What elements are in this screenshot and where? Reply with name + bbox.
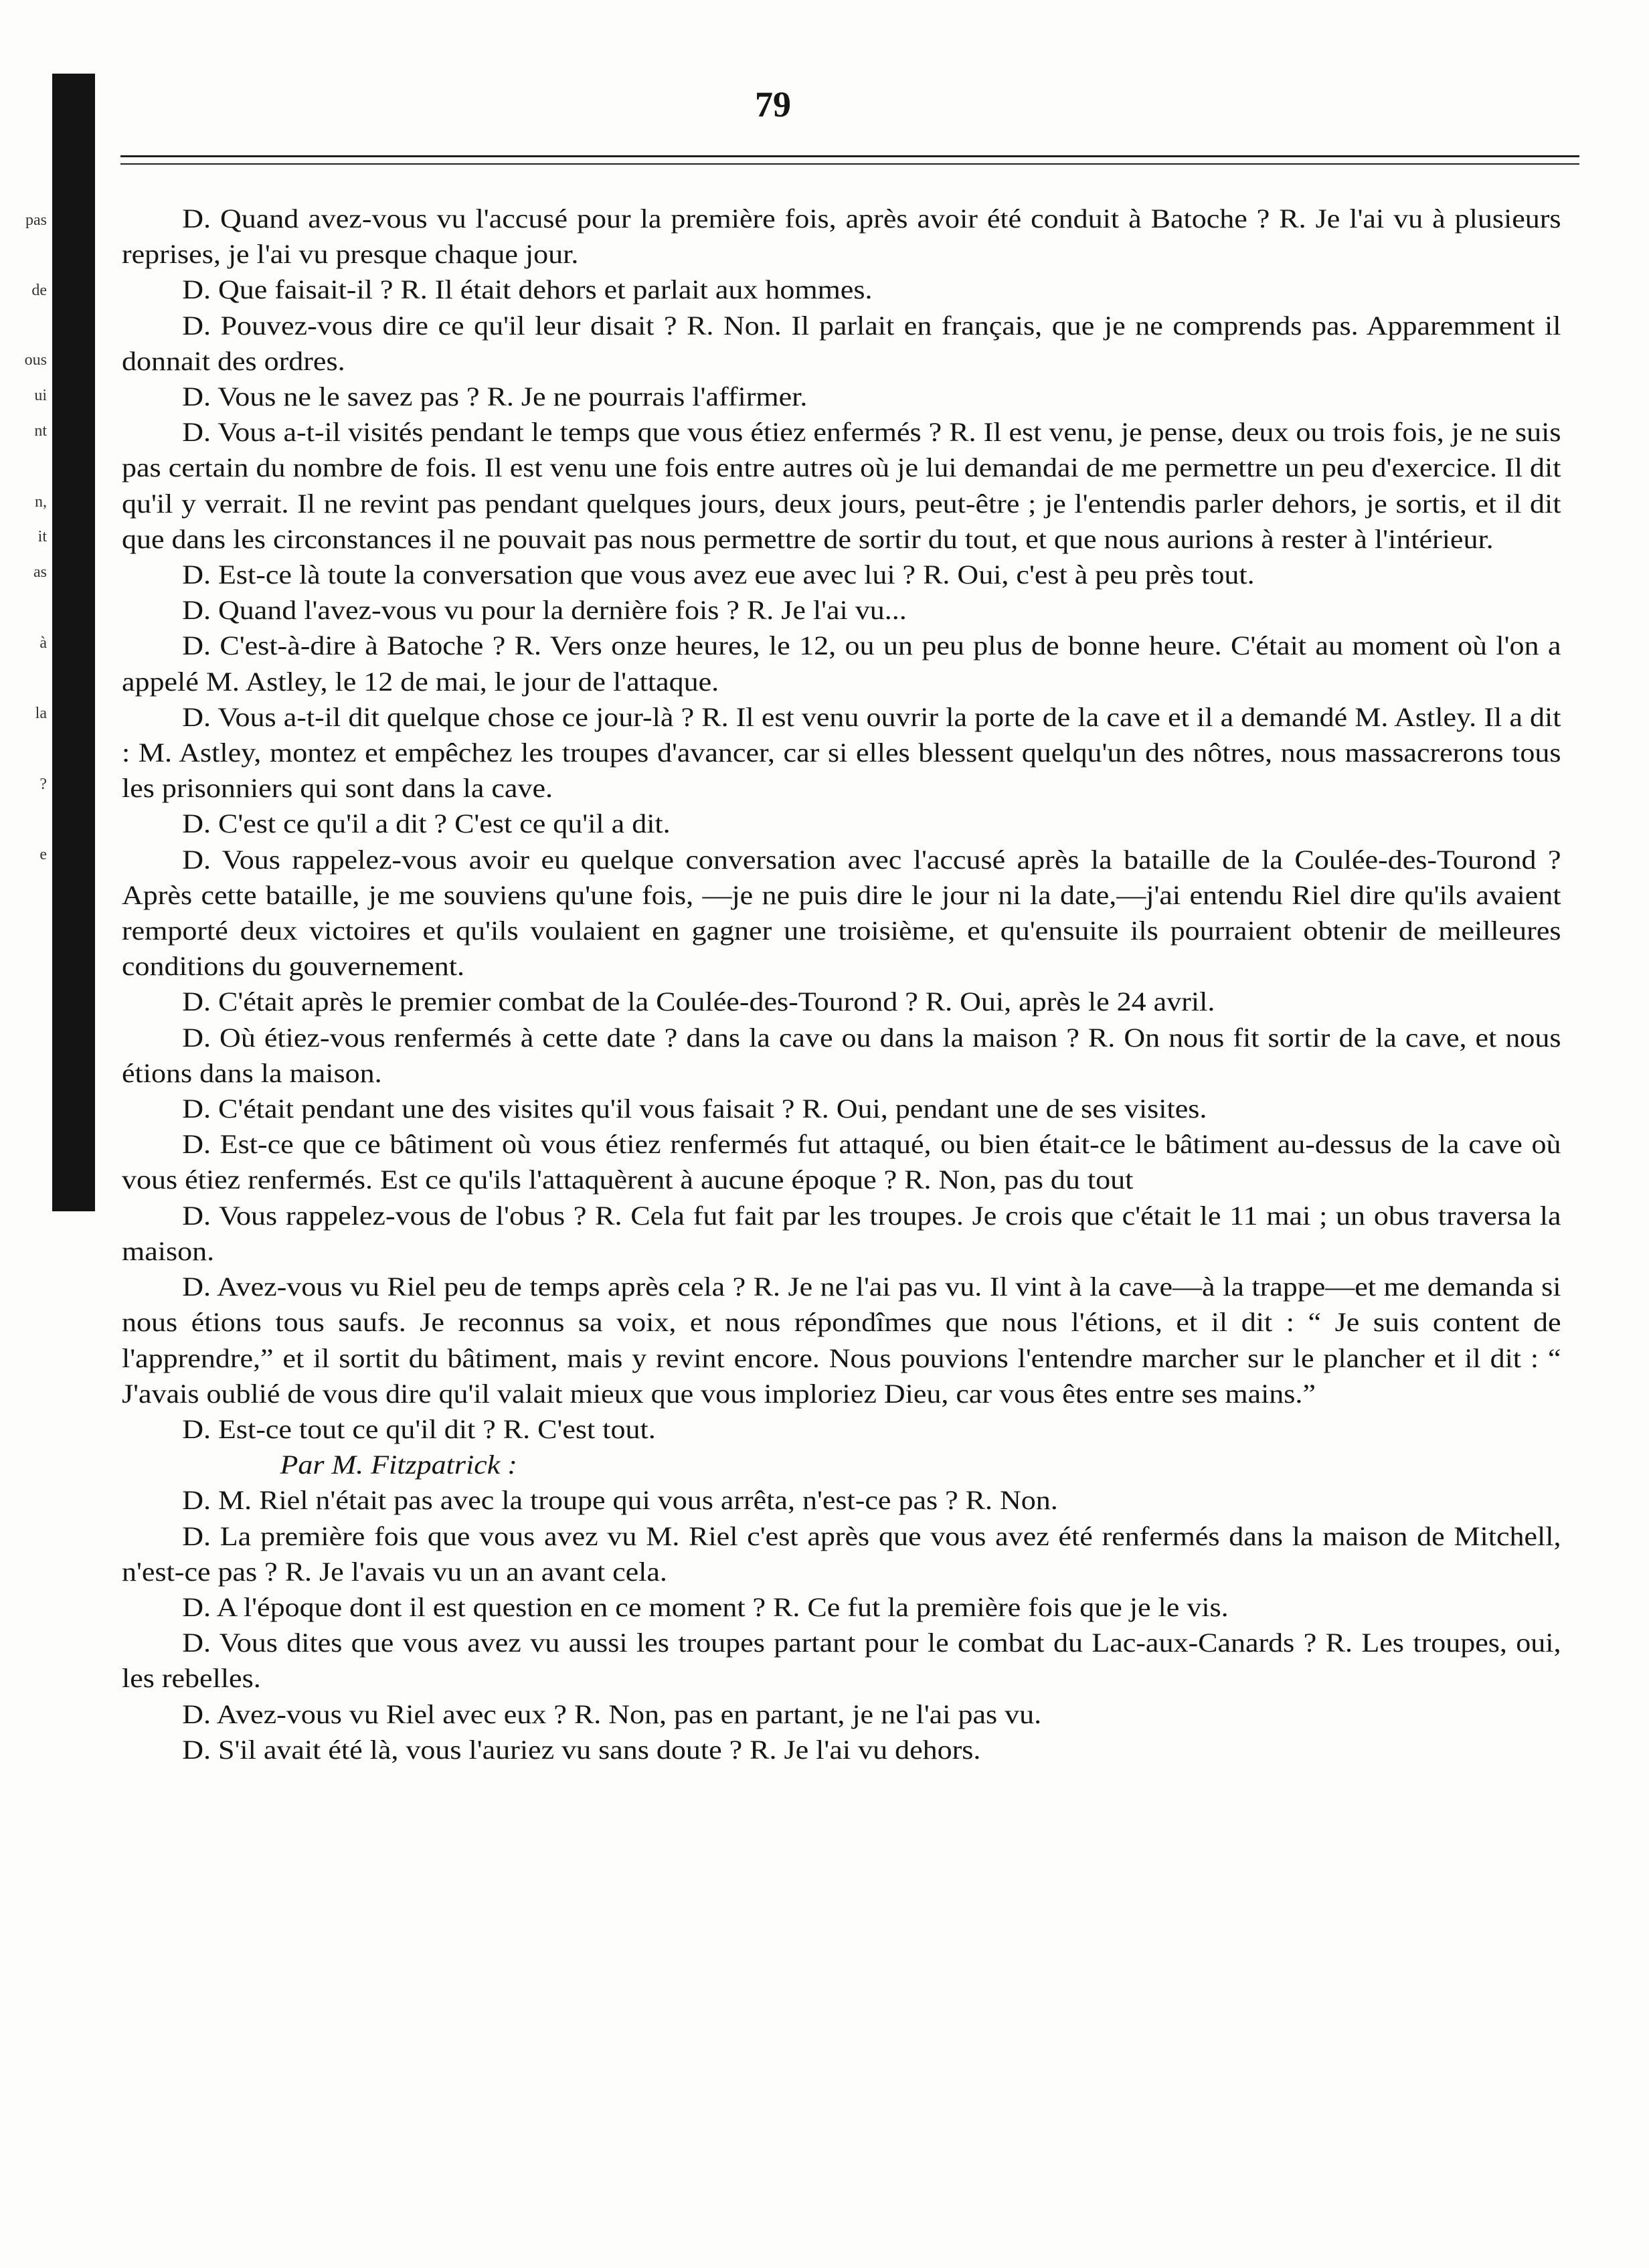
- paragraph: D. Où étiez-vous renfermés à cette date ? dans la cave ou dans la maison ? R. On nous fit sortir de la cave, et nous étions dans la maison.: [122, 1022, 1561, 1088]
- paragraph: D. Pouvez-vous dire ce qu'il leur disait ? R. Non. Il parlait en français, que je ne comprends pas. Apparemment il donnait des ordres.: [122, 310, 1561, 376]
- transcript-body: [122, 201, 1561, 1767]
- margin-fragment: pas: [25, 211, 47, 229]
- header-rule: [120, 163, 1579, 165]
- margin-fragment: ui: [34, 387, 47, 404]
- paragraph: D. C'est-à-dire à Batoche ? R. Vers onze heures, le 12, ou un peu plus de bonne heure. C'était au moment où l'on a appelé M. Astley, le 12 de mai, le jour de l'attaque.: [122, 630, 1561, 697]
- paragraph: D. Vous rappelez-vous de l'obus ? R. Cela fut fait par les troupes. Je crois que c'était le 11 mai ; un obus traversa la maison.: [122, 1200, 1561, 1266]
- header-rule: [120, 155, 1579, 157]
- paragraph: D. Vous a-t-il dit quelque chose ce jour-là ? R. Il est venu ouvrir la porte de la cave et il a demandé M. Astley. Il a dit : M. Astley, montez et empêchez les troupes d'avancer, car si elles blessent quelqu'un des nôtres, nous massacrerons tous les prisonniers qui sont dans la cave.: [122, 701, 1561, 804]
- binding-shadow: [52, 74, 95, 1211]
- paragraph: D. Vous rappelez-vous avoir eu quelque conversation avec l'accusé après la bataille de la Coulée-des-Tourond ? Après cette bataille, je me souviens qu'une fois, —je ne puis dire le jour ni la date,—j'ai entendu Riel dire qu'ils avaient remporté deux victoires et qu'ils voulaient en gagner une troisième, et qu'ensuite ils pourraient obtenir de meilleures conditions du gouvernement.: [122, 844, 1561, 982]
- margin-fragment: ?: [39, 776, 47, 793]
- paragraph: D. La première fois que vous avez vu M. Riel c'est après que vous avez été renfermés dans la maison de Mitchell, n'est-ce pas ? R. Je l'avais vu un an avant cela.: [122, 1520, 1561, 1587]
- margin-fragment: as: [33, 563, 47, 581]
- paragraph: D. Avez-vous vu Riel peu de temps après cela ? R. Je ne l'ai pas vu. Il vint à la cave—à la trappe—et me demanda si nous étions tous saufs. Je reconnus sa voix, et nous répondîmes que nous l'étions, et il dit : “ Je suis content de l'apprendre,” et il sortit du bâtiment, mais y revint encore. Nous pouvions l'entendre marcher sur le plancher et il dit : “ J'avais oublié de vous dire qu'il valait mieux que vous imploriez Dieu, car vous êtes entre ses mains.”: [122, 1272, 1561, 1409]
- margin-fragment: à: [39, 634, 47, 652]
- paragraph: D. A l'époque dont il est question en ce moment ? R. Ce fut la première fois que je le vis.: [182, 1591, 1229, 1622]
- paragraph: D. Vous dites que vous avez vu aussi les troupes partant pour le combat du Lac-aux-Canards ? R. Les troupes, oui, les rebelles.: [122, 1628, 1561, 1694]
- paragraph: D. C'était après le premier combat de la Coulée-des-Tourond ? R. Oui, après le 24 avril.: [182, 986, 1215, 1017]
- paragraph: D. C'est ce qu'il a dit ? C'est ce qu'il a dit.: [182, 808, 671, 839]
- paragraph: D. Quand l'avez-vous vu pour la dernière fois ? R. Je l'ai vu...: [182, 595, 907, 626]
- paragraph: D. Est-ce là toute la conversation que vous avez eue avec lui ? R. Oui, c'est à peu près tout.: [182, 559, 1255, 590]
- margin-fragment: it: [37, 528, 47, 545]
- page-number: 79: [755, 84, 791, 124]
- paragraph: D. C'était pendant une des visites qu'il vous faisait ? R. Oui, pendant une de ses visites.: [182, 1094, 1207, 1124]
- paragraph: D. Vous ne le savez pas ? R. Je ne pourrais l'affirmer.: [182, 381, 808, 412]
- margin-fragment: n,: [35, 493, 47, 511]
- paragraph: D. Avez-vous vu Riel avec eux ? R. Non, pas en partant, je ne l'ai pas vu.: [182, 1698, 1042, 1729]
- margin-fragment: nt: [34, 422, 47, 440]
- paragraph: D. S'il avait été là, vous l'auriez vu sans doute ? R. Je l'ai vu dehors.: [182, 1734, 981, 1765]
- paragraph: D. Est-ce que ce bâtiment où vous étiez renfermés fut attaqué, ou bien était-ce le bâtiment au-dessus de la cave où vous étiez renfermés. Est ce qu'ils l'attaquèrent à aucune époque ? R. Non, pas du tout: [122, 1129, 1561, 1195]
- paragraph: D. Quand avez-vous vu l'accusé pour la première fois, après avoir été conduit à Batoche ? R. Je l'ai vu à plusieurs reprises, je l'ai vu presque chaque jour.: [122, 203, 1561, 270]
- margin-fragment: de: [31, 282, 47, 299]
- margin-fragment: e: [39, 846, 47, 863]
- margin-fragment: ous: [24, 351, 47, 369]
- paragraph: D. Que faisait-il ? R. Il était dehors et parlait aux hommes.: [182, 274, 873, 305]
- paragraph: D. M. Riel n'était pas avec la troupe qui vous arrêta, n'est-ce pas ? R. Non.: [182, 1485, 1058, 1516]
- speaker-heading: Par M. Fitzpatrick :: [280, 1450, 517, 1480]
- margin-fragment: la: [35, 705, 47, 722]
- paragraph: D. Vous a-t-il visités pendant le temps que vous étiez enfermés ? R. Il est venu, je pense, deux ou trois fois, je ne suis pas certain du nombre de fois. Il est venu une fois entre autres où je lui demandai de me permettre un peu d'exercice. Il dit qu'il y verrait. Il ne revint pas pendant quelques jours, deux jours, peut-être ; je l'entendis parler dehors, je sortis, et il dit que dans les circonstances il ne pouvait pas nous permettre de sortir du tout, et que nous aurions à rester à l'intérieur.: [122, 417, 1561, 554]
- paragraph: D. Est-ce tout ce qu'il dit ? R. C'est tout.: [182, 1413, 656, 1444]
